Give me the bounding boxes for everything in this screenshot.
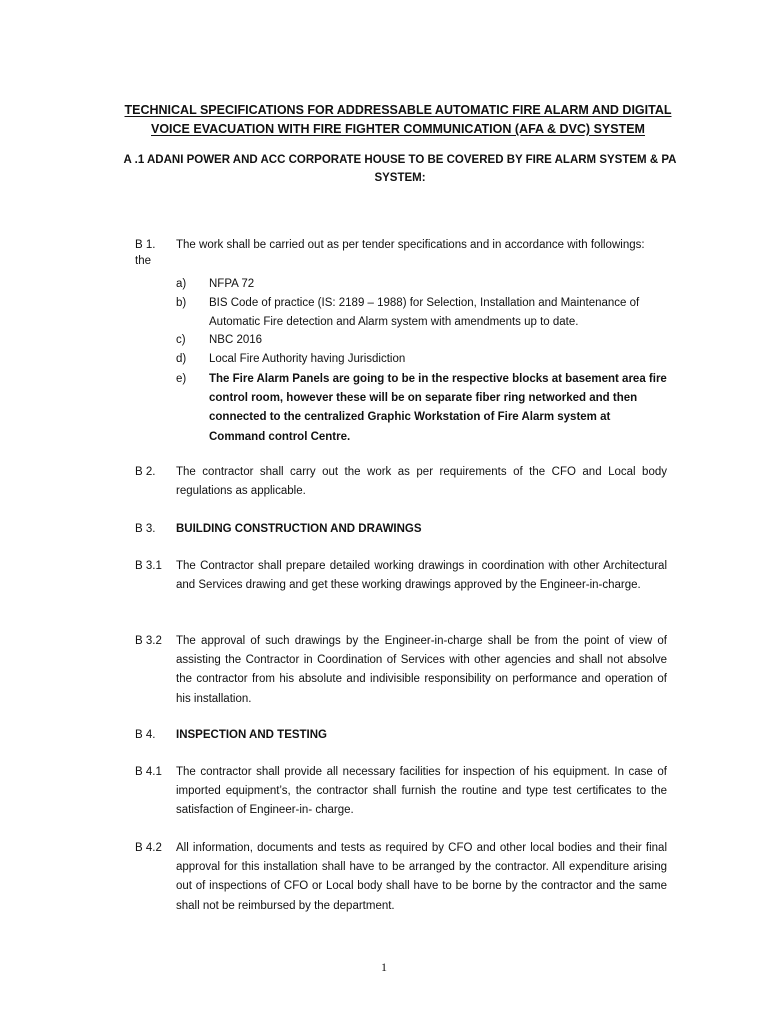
list-text: Local Fire Authority having Jurisdiction [209, 353, 406, 365]
list-text: NBC 2016 [209, 334, 263, 346]
b3-heading: BUILDING CONSTRUCTION AND DRAWINGS [176, 523, 422, 535]
list-marker: d) [176, 353, 187, 365]
b3-2-label: B 3.2 [135, 635, 162, 647]
page-number: 1 [381, 960, 387, 974]
list-marker: e) [176, 373, 187, 385]
b4-heading: INSPECTION AND TESTING [176, 729, 327, 741]
section-a1-heading [120, 151, 680, 187]
list-marker: b) [176, 297, 187, 309]
list-text: NFPA 72 [209, 278, 255, 290]
title-line-2: VOICE EVACUATION WITH FIRE FIGHTER COMMUNICATION (AFA & DVC) SYSTEM [151, 122, 645, 136]
title-line-1: TECHNICAL SPECIFICATIONS FOR ADDRESSABLE AUTOMATIC FIRE ALARM AND DIGITAL [124, 103, 672, 117]
b3-2-text: The approval of such drawings by the Engineer-in-charge shall be from the point of view of assisting the Contractor in Coordination of Services with other agencies and shall not absolve the contractor from his absolute and indivisible responsibility on performance and operation of his installation. [176, 635, 667, 705]
list-text: BIS Code of practice (IS: 2189 – 1988) for Selection, Installation and Maintenance of Automatic Fire detection and Alarm system with amendments up to date. [209, 297, 640, 329]
list-marker: c) [176, 334, 186, 346]
b3-label: B 3. [135, 523, 156, 535]
b2-text: The contractor shall carry out the work as per requirements of the CFO and Local body regulations as applicable. [176, 466, 667, 498]
list-marker: a) [176, 278, 187, 290]
b1-label: B 1. [135, 239, 156, 251]
subtitle-line-1: A .1 ADANI POWER AND ACC CORPORATE HOUSE TO BE COVERED BY FIRE ALARM SYSTEM & PA [123, 154, 677, 166]
document-title [100, 101, 696, 139]
b1-intro: The work shall be carried out as per tender specifications and in accordance with followings: [176, 239, 645, 251]
b4-label: B 4. [135, 729, 156, 741]
b4-1-text: The contractor shall provide all necessary facilities for inspection of his equipment. In case of imported equipment’s, the contractor shall furnish the routine and type test certificates to the satisfaction of Engineer-in- charge. [176, 766, 667, 817]
list-text: The Fire Alarm Panels are going to be in the respective blocks at basement area fire control room, however these will be on separate fiber ring networked and then connected to the centralized Graphic Workstation of Fire Alarm system at Command control Centre. [209, 373, 667, 443]
b4-2-label: B 4.2 [135, 842, 162, 854]
b1-label-continuation: the [135, 255, 151, 267]
b4-2-text: All information, documents and tests as required by CFO and other local bodies and their final approval for this installation shall have to be arranged by the contractor. All expenditure arising out of inspections of CFO or Local body shall have to be borne by the contractor and the same shall not be reimbursed by the department. [176, 842, 667, 912]
b3-1-text: The Contractor shall prepare detailed working drawings in coordination with other Architectural and Services drawing and get these working drawings approved by the Engineer-in-charge. [176, 560, 667, 592]
b3-1-label: B 3.1 [135, 560, 162, 572]
b4-1-label: B 4.1 [135, 766, 162, 778]
b2-label: B 2. [135, 466, 156, 478]
subtitle-line-2: SYSTEM: [374, 172, 426, 184]
